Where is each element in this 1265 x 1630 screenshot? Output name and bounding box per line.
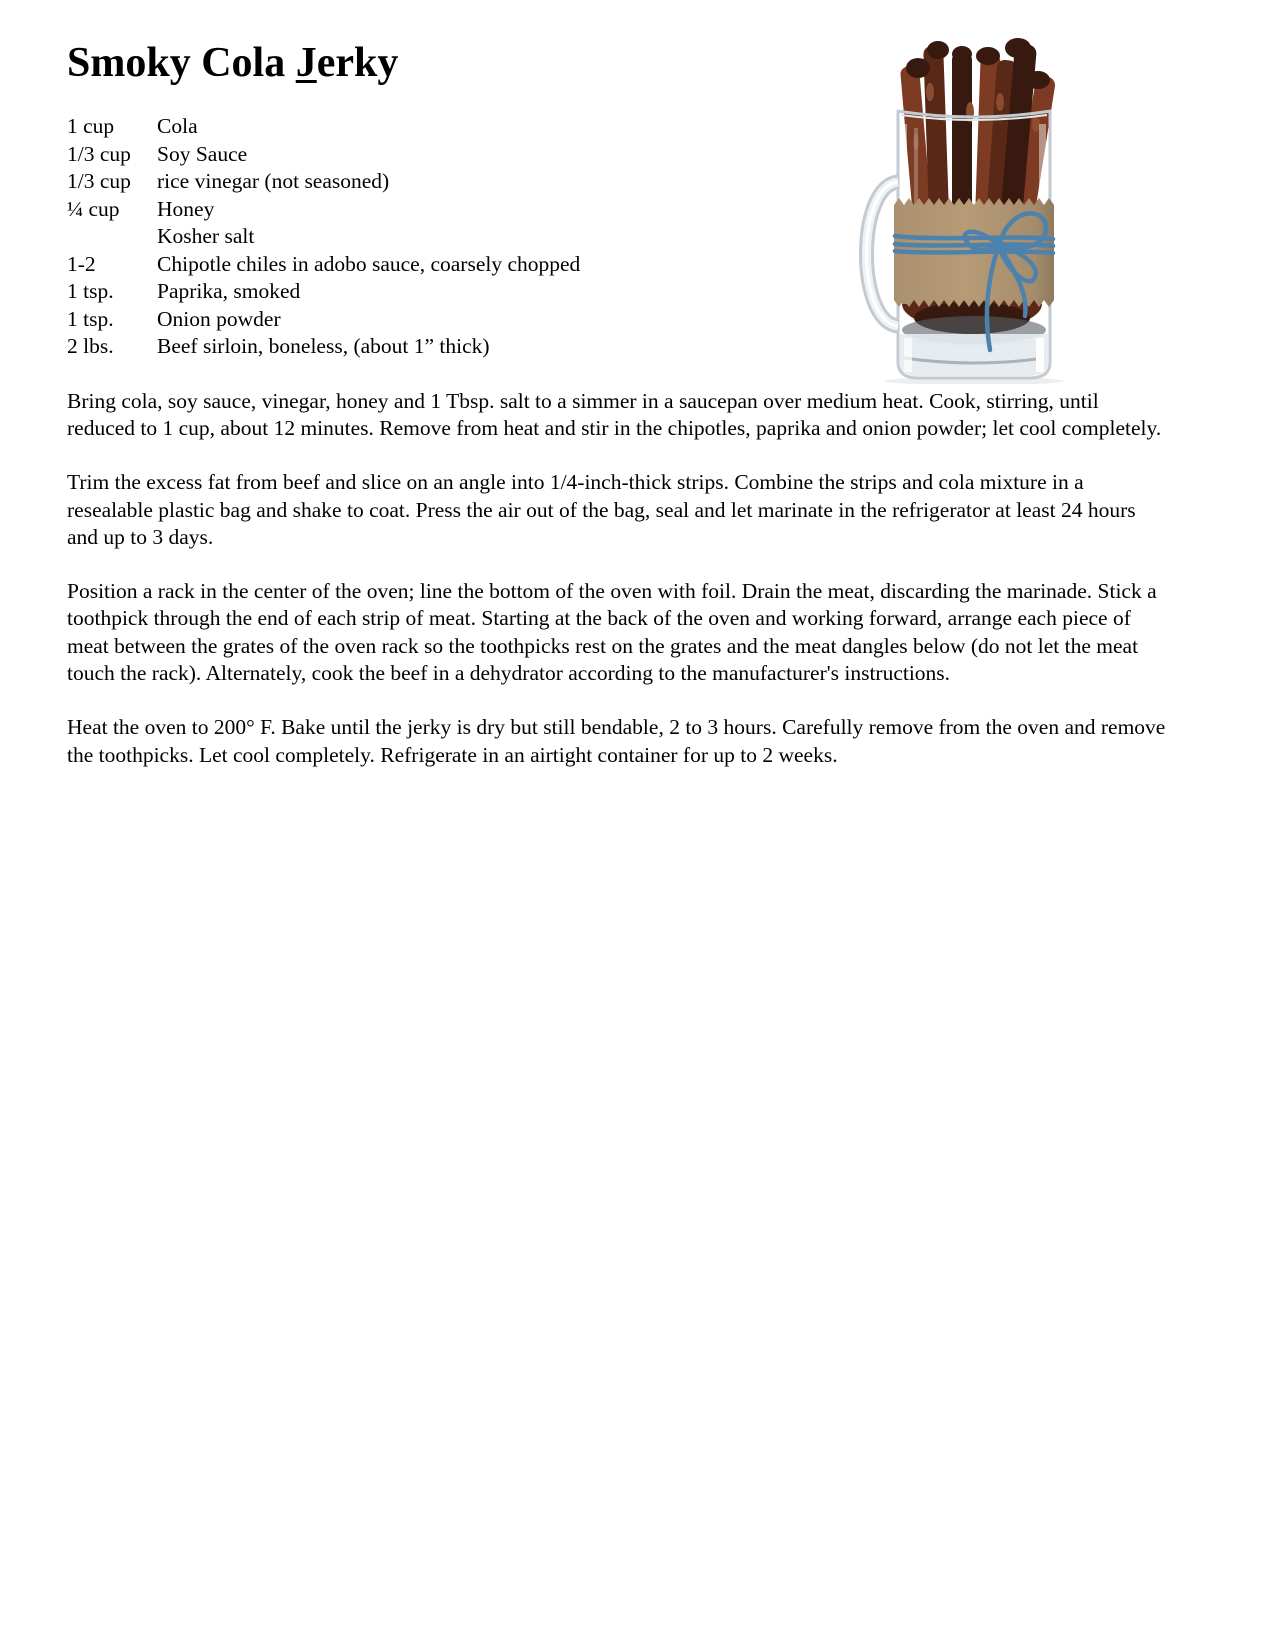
ingredient-amount: 2 lbs. [67,334,114,359]
glass-mug-base [900,316,1048,376]
ingredient-amount: 1/3 cup [67,141,131,166]
ingredient-name: Cola [157,114,198,139]
ingredient-name: Chipotle chiles in adobo sauce, coarsely chopped [157,251,581,276]
jerky-mug-illustration [840,32,1070,384]
ingredient-name: rice vinegar (not seasoned) [157,169,390,194]
instruction-paragraph-4: Heat the oven to 200° F. Bake until the jerky is dry but still bendable, 2 to 3 hours. Carefully remove from the oven and remove the toothpicks. Let cool completely. Refrigerate in an airtight container for up to 2 weeks. [67,715,1166,767]
ingredient-amount: 1-2 [67,251,96,276]
ingredient-name: Honey [157,196,215,221]
instruction-paragraph-1: Bring cola, soy sauce, vinegar, honey and 1 Tbsp. salt to a simmer in a saucepan over medium heat. Cook, stirring, until reduced to 1 cup, about 12 minutes. Remove from heat and stir in the chipotles, paprika and onion powder; let cool completely. [67,388,1162,440]
twine-wrap [895,251,1053,253]
ingredient-amount: 1 cup [67,114,115,139]
ingredient-amount: ¼ cup [67,196,120,221]
twine-knot [992,239,1004,251]
recipe-title-rest: erky [316,40,399,86]
ingredient-amount [67,223,157,251]
ingredient-amount: 1 tsp. [67,306,114,331]
ingredient-name: Beef sirloin, boneless, (about 1” thick) [157,334,490,359]
recipe-title-underlined-letter: J [295,40,317,86]
ingredient-name: Onion powder [157,306,281,331]
ingredient-amount: 1/3 cup [67,169,131,194]
instruction-paragraph-3: Position a rack in the center of the oven; line the bottom of the oven with foil. Drain the meat, discarding the marinade. Stick a toothpick through the end of each strip of meat. Starting at the back of the oven and working forward, arrange each piece of meat between the grates of the oven rack so the toothpicks rest on the grates and the meat dangles below (do not let the meat touch the rack). Alternately, cook the beef in a dehydrator according to the manufacturer's instructions. [67,579,1157,686]
jerky-mug-photo [840,32,1070,384]
ingredient-name: Kosher salt [157,224,255,249]
twine-wrap [895,236,1053,239]
recipe-title-pre: Smoky Cola [67,40,296,86]
mug-handle [867,182,899,326]
instruction-paragraph-2: Trim the excess fat from beef and slice on an angle into 1/4-inch-thick strips. Combine the strips and cola mixture in a resealable plastic bag and shake to coat. Press the air out of the bag, seal and let marinate in the refrigerator at least 24 hours and up to 3 days. [67,470,1136,549]
ingredient-name: Soy Sauce [157,141,248,166]
ingredient-amount: 1 tsp. [67,279,114,304]
ingredient-name: Paprika, smoked [157,279,301,304]
